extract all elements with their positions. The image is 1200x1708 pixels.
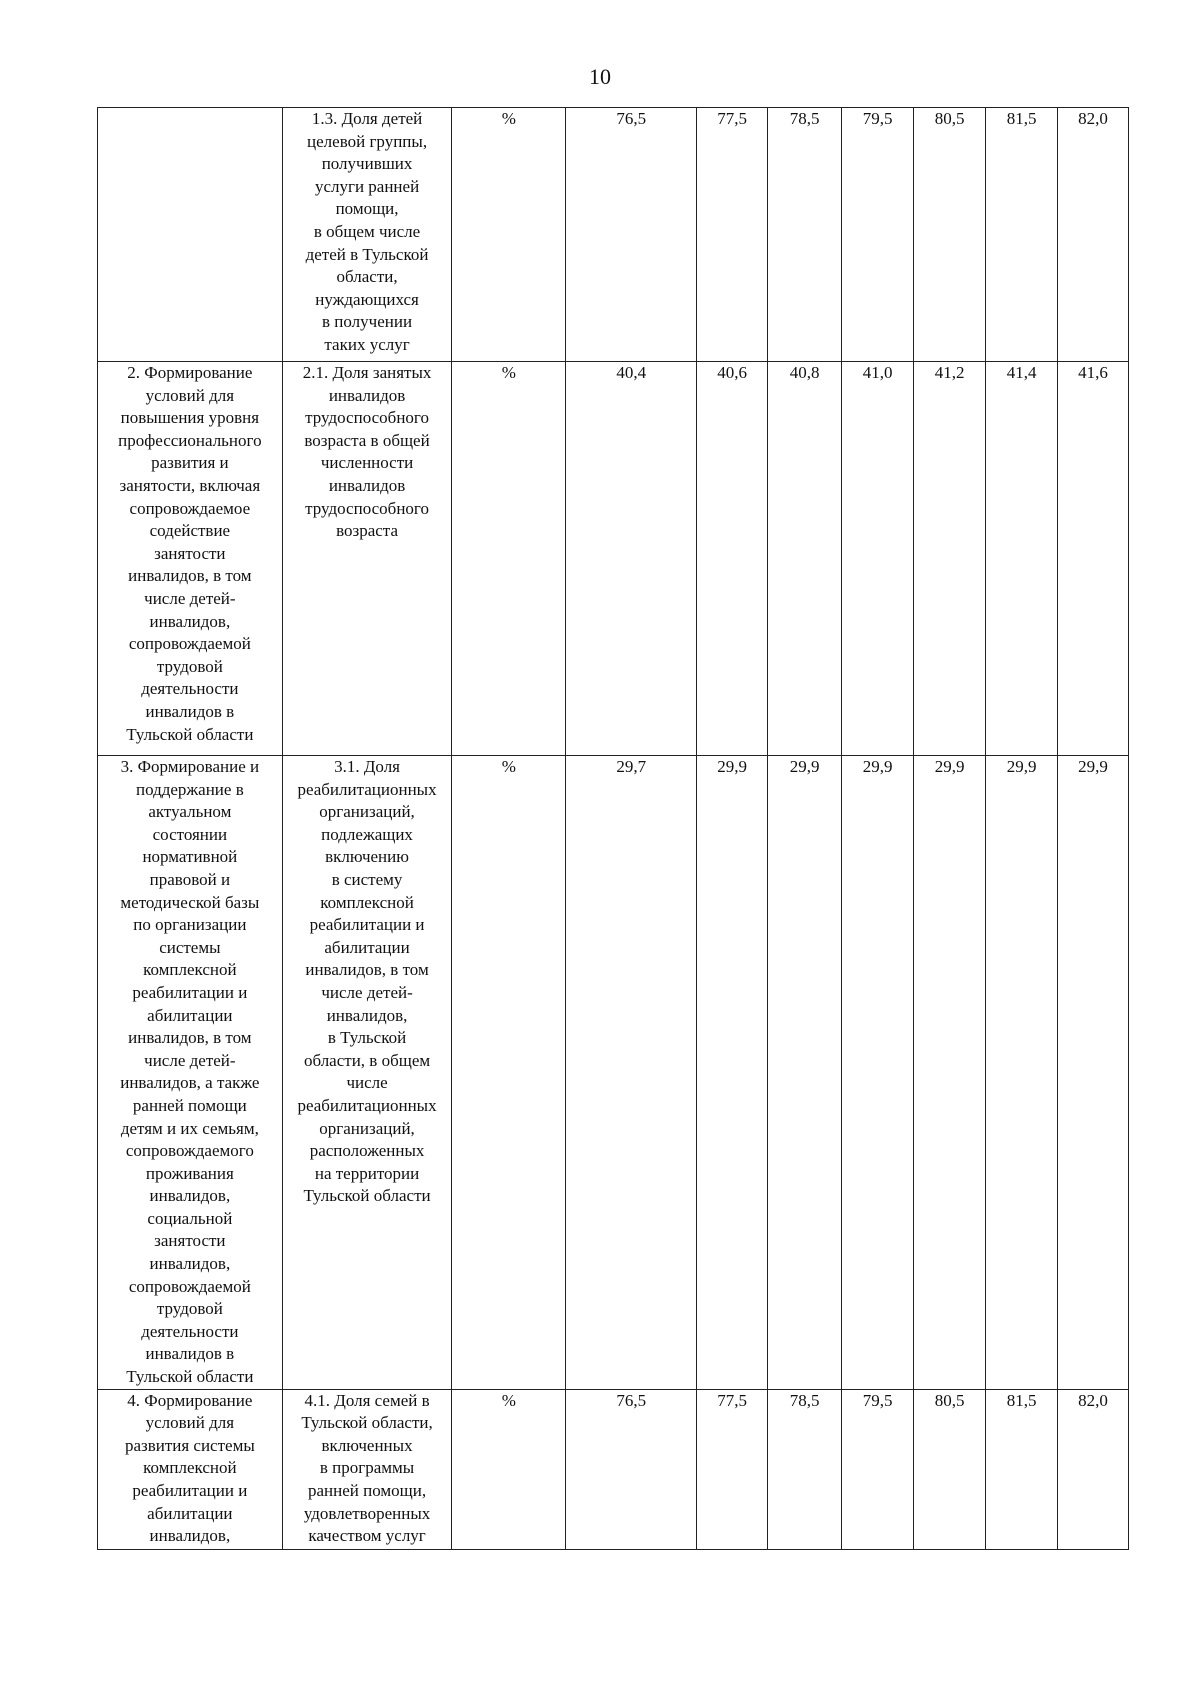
value-cell: 29,9 (1058, 756, 1129, 1390)
value-cell: 29,9 (697, 756, 768, 1390)
table-row (98, 362, 1129, 756)
indicator-cell: 4.1. Доля семей в Тульской области, включенных в программы ранней помощи, удовлетворенных качеством услуг (282, 1389, 452, 1549)
value-cell: 78,5 (768, 1389, 842, 1549)
value-cell: 40,6 (697, 362, 768, 756)
value-cell: 40,8 (768, 362, 842, 756)
value-cell: 78,5 (768, 108, 842, 362)
value-cell: 76,5 (566, 108, 697, 362)
goal-cell: 2. Формирование условий для повышения уровня профессионального развития и занятости, включая сопровождаемое содействие занятости инвалидов, в том числе детей- инвалидов, сопровождаемой трудовой деятельности инвалидов в Тульской области (98, 362, 283, 756)
value-cell: 41,0 (842, 362, 914, 756)
page-number: 10 (589, 64, 611, 89)
value-cell: 29,9 (768, 756, 842, 1390)
unit-cell: % (452, 756, 566, 1390)
value-cell: 29,9 (986, 756, 1058, 1390)
unit-cell: % (452, 1389, 566, 1549)
value-cell: 76,5 (566, 1389, 697, 1549)
indicator-cell: 2.1. Доля занятых инвалидов трудоспособного возраста в общей численности инвалидов трудоспособного возраста (282, 362, 452, 756)
goal-cell (98, 108, 283, 362)
value-cell: 82,0 (1058, 108, 1129, 362)
value-cell: 29,9 (842, 756, 914, 1390)
value-cell: 81,5 (986, 108, 1058, 362)
value-cell: 80,5 (914, 108, 986, 362)
value-cell: 41,2 (914, 362, 986, 756)
unit-cell: % (452, 108, 566, 362)
table-row (98, 108, 1129, 362)
goal-cell: 3. Формирование и поддержание в актуальном состоянии нормативной правовой и методической базы по организации системы комплексной реабилитации и абилитации инвалидов, в том числе детей- инвалидов, а также ранней помощи детям и их семьям, сопровождаемого проживания инвалидов, социальной занятости инвалидов, сопровождаемой трудовой деятельности инвалидов в Тульской области (98, 756, 283, 1390)
value-cell: 81,5 (986, 1389, 1058, 1549)
table-row (98, 756, 1129, 1390)
value-cell: 80,5 (914, 1389, 986, 1549)
indicator-cell: 1.3. Доля детей целевой группы, получивших услуги ранней помощи, в общем числе детей в Тульской области, нуждающихся в получении таких услуг (282, 108, 452, 362)
value-cell: 79,5 (842, 1389, 914, 1549)
goal-cell: 4. Формирование условий для развития системы комплексной реабилитации и абилитации инвалидов, (98, 1389, 283, 1549)
value-cell: 77,5 (697, 1389, 768, 1549)
table-row (98, 1389, 1129, 1549)
indicators-table (97, 107, 1129, 1550)
value-cell: 41,4 (986, 362, 1058, 756)
indicator-cell: 3.1. Доля реабилитационных организаций, подлежащих включению в систему комплексной реабилитации и абилитации инвалидов, в том числе детей- инвалидов, в Тульской области, в общем числе реабилитационных организаций, расположенных на территории Тульской области (282, 756, 452, 1390)
value-cell: 40,4 (566, 362, 697, 756)
value-cell: 79,5 (842, 108, 914, 362)
value-cell: 29,7 (566, 756, 697, 1390)
unit-cell: % (452, 362, 566, 756)
value-cell: 77,5 (697, 108, 768, 362)
value-cell: 82,0 (1058, 1389, 1129, 1549)
value-cell: 41,6 (1058, 362, 1129, 756)
value-cell: 29,9 (914, 756, 986, 1390)
